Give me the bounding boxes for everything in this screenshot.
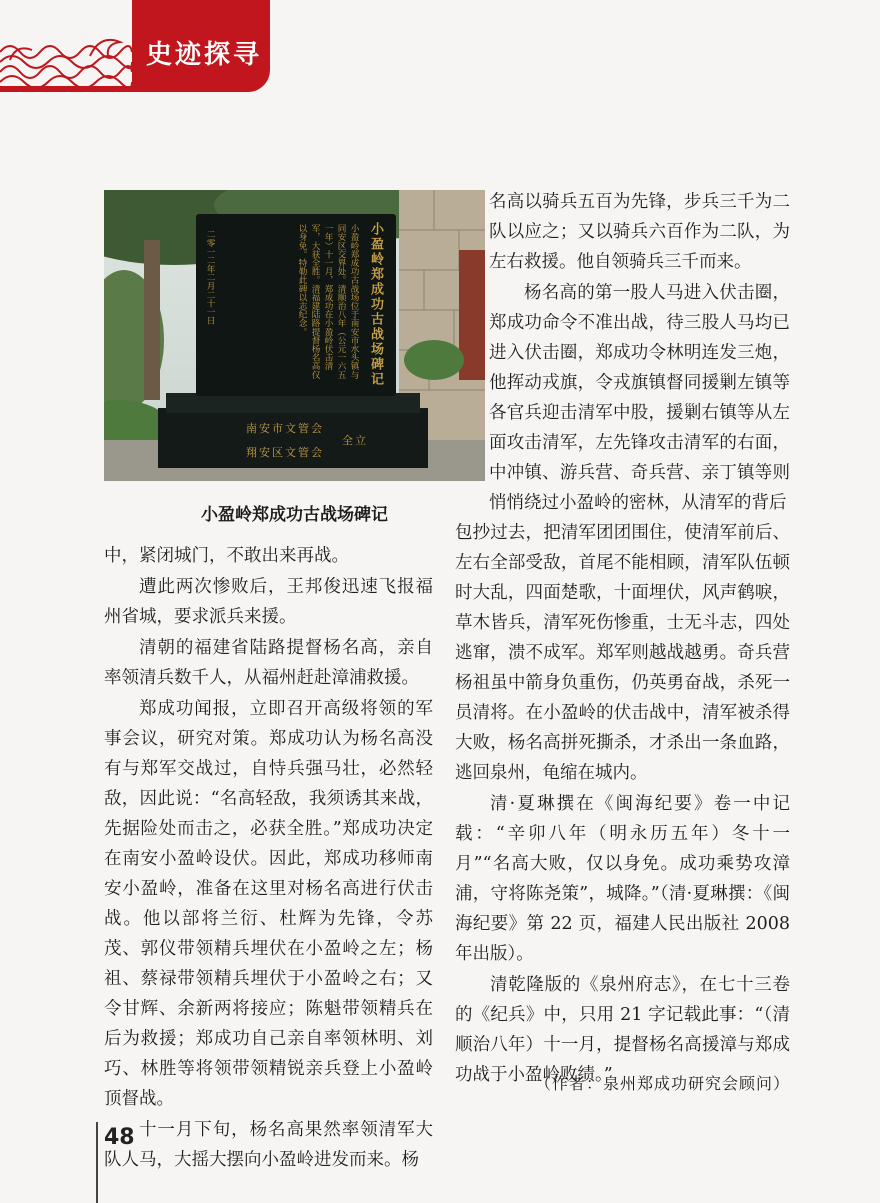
wave-ornament-icon xyxy=(0,0,132,95)
stele-photo xyxy=(104,190,485,481)
section-label: 史迹探寻 xyxy=(146,40,263,70)
stele-base-line1: 南安市文管会 xyxy=(246,422,324,435)
stele-base-right: 全立 xyxy=(342,434,368,447)
right-column-bottom xyxy=(455,518,790,1091)
paragraph: 杨名高的第一股人马进入伏击圈，郑成功命令不准出战，待三股人马均已进入伏击圈，郑成功令林明连发三炮，他挥动戎旗，令戎旗镇督同援剿左镇等各官兵迎击清军中股，援剿右镇等从左面攻击清军，左先锋攻击清军的右面，中冲镇、游兵营、奇兵营、亲丁镇等则悄悄绕过小盈岭的密林，从清军的背后 xyxy=(489,283,790,513)
stele-date: 二零一二年二月二十一日 xyxy=(205,230,215,325)
page-number: 48 xyxy=(104,1125,135,1150)
paragraph: 清乾隆版的《泉州府志》，在七十三卷的《纪兵》中，只用 21 字记载此事：“（清顺治八年）十一月，提督杨名高援漳与郑成功战于小盈岭败绩。” xyxy=(455,975,790,1085)
paragraph: 郑成功闻报，立即召开高级将领的军事会议，研究对策。郑成功认为杨名高没有与郑军交战过，自恃兵强马壮，必然轻敌，因此说：“名高轻敌，我须诱其来战，先据险处而击之，必获全胜。”郑成功决定在南安小盈岭设伏。因此，郑成功移师南安小盈岭，准备在这里对杨名高进行伏击战。他以部将兰衍、杜辉为先锋，令苏茂、郭仪带领精兵埋伏在小盈岭之左；杨祖、蔡禄带领精兵埋伏于小盈岭之右；又令甘辉、余新两将接应；陈魁带领精兵在后为救援；郑成功自己亲自率领林明、刘巧、林胜等将领带领精锐亲兵登上小盈岭顶督战。 xyxy=(104,699,433,1109)
paragraph: 中，紧闭城门，不敢出来再战。 xyxy=(104,546,349,566)
figure-caption: 小盈岭郑成功古战场碑记 xyxy=(201,505,388,525)
paragraph: 遭此两次惨败后，王邦俊迅速飞报福州省城，要求派兵来援。 xyxy=(104,577,433,627)
stele-base-line2: 翔安区文管会 xyxy=(246,446,324,459)
paragraph: 名高以骑兵五百为先锋，步兵三千为二队以应之；又以骑兵六百作为二队，为左右救援。他自领骑兵三千而来。 xyxy=(489,192,790,272)
paragraph: 清朝的福建省陆路提督杨名高，亲自率领清兵数千人，从福州赶赴漳浦救援。 xyxy=(104,638,433,688)
stele-title: 小盈岭郑成功古战场碑记 xyxy=(368,222,383,387)
paragraph: 清·夏琳撰在《闽海纪要》卷一中记载：“辛卯八年（明永历五年）冬十一月”“名高大败，仅以身免。成功乘势攻漳浦，守将陈尧策”，城降。”（清·夏琳撰：《闽海纪要》第 22 页，福建人民出版社 2008 年出版）。 xyxy=(455,794,790,964)
section-tab xyxy=(132,0,270,92)
author-note: （作者：泉州郑成功研究会顾问） xyxy=(534,1074,790,1093)
paragraph: 包抄过去，把清军团团围住，使清军前后、左右全部受敌，首尾不能相顾，清军队伍顿时大乱，四面楚歌，十面埋伏，风声鹤唳，草木皆兵，清军死伤惨重，士无斗志，四处逃窜，溃不成军。郑军则越战越勇。奇兵营杨祖虽中箭身负重伤，仍英勇奋战，杀死一员清将。在小盈岭的伏击战中，清军被杀得大败，杨名高拼死撕杀，才杀出一条血路，逃回泉州，龟缩在城内。 xyxy=(455,523,790,783)
page-number-rule xyxy=(96,1122,98,1203)
paragraph: 十一月下旬，杨名高果然率领清军大队人马，大摇大摆向小盈岭进发而来。杨 xyxy=(104,1120,433,1170)
right-column-top xyxy=(489,187,790,519)
left-column xyxy=(104,541,433,1176)
stele-body: 小盈岭郑成功古战场位于南安市水头镇与同安区交界处。清顺治八年（公元一六五一年）十一月，郑成功在小盈岭伏击清军，大获全胜。清福建陆路提督杨名高仅以身免。特勒此碑以志纪念。 xyxy=(297,224,359,379)
